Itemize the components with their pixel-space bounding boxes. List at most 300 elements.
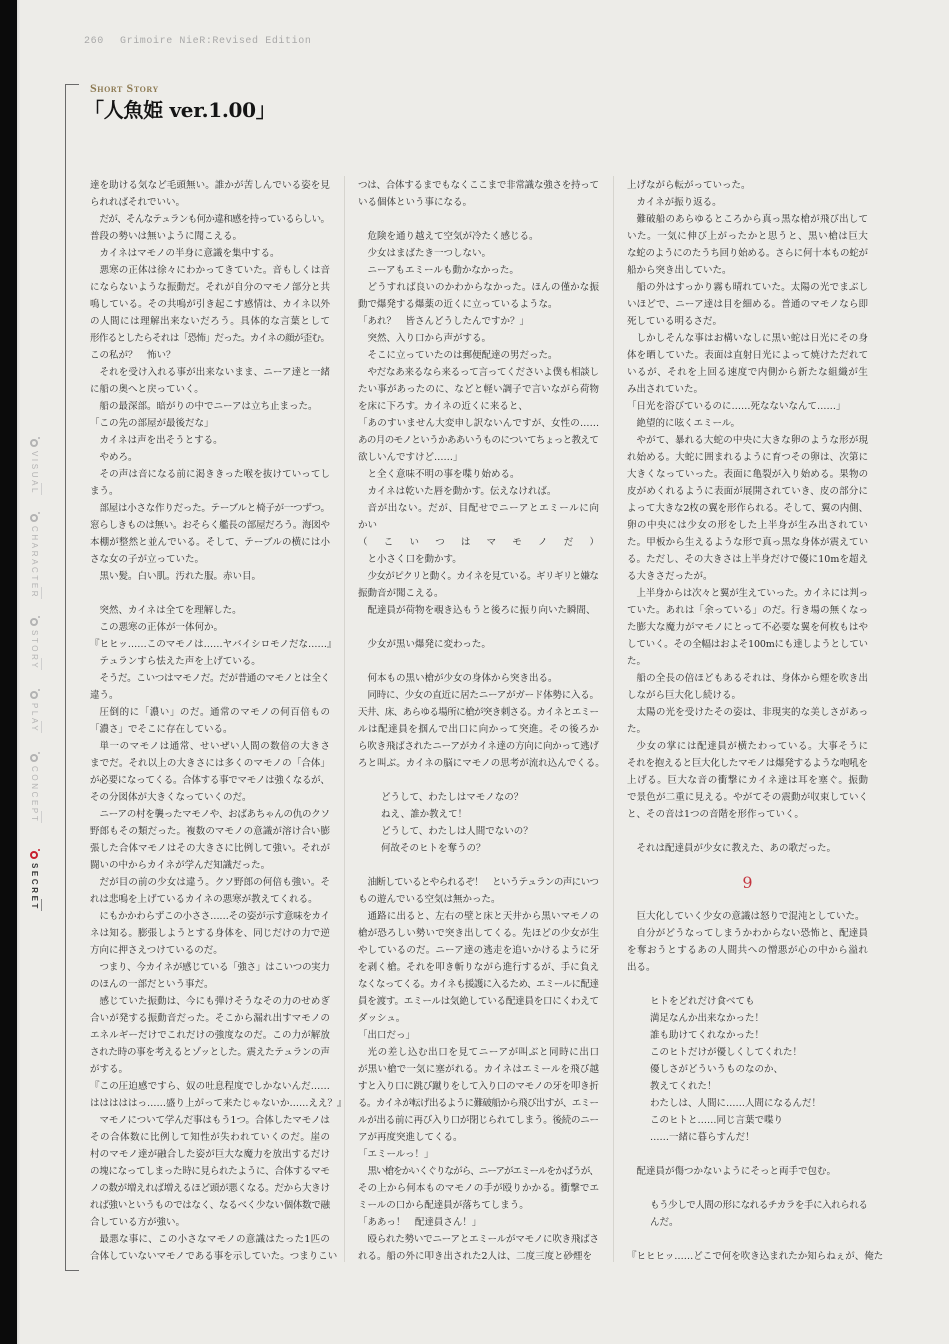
paragraph <box>90 211 330 245</box>
ring-dot-icon <box>30 691 38 699</box>
text-line: までだ。それ以上の大きさには多くのマモノの「合体」 <box>90 758 331 769</box>
text-line: を剥く槍。それを叩き斬りながら進行するが、手に負え <box>358 962 600 973</box>
text-line: 配達員が荷物を覗き込もうと後ろに振り向いた瞬間、 <box>367 605 596 616</box>
paragraph <box>90 993 330 1078</box>
paragraph <box>358 1027 599 1044</box>
text-line: れ始める。大蛇に囲まれるように育つその卵は、次第に <box>627 452 869 463</box>
text-line: の塊になってしまった時に見られたように、合体するマモ <box>90 1166 330 1177</box>
text-line: る。カイネが転げ出るように難破船から飛び出すが、エミー <box>358 1098 599 1109</box>
paragraph <box>358 364 599 415</box>
paragraph <box>358 670 599 687</box>
paragraph <box>358 1146 599 1163</box>
sidebar-item-visual <box>28 439 40 495</box>
page-binding-edge <box>0 0 17 1344</box>
text-line: と小さく口を動かす。 <box>367 554 462 565</box>
text-line: 「ああっ！ 配達員さん！」 <box>358 1217 482 1228</box>
text-line: 光の差し込む出口を見てニーアが叫ぶと同時に出口 <box>367 1047 600 1058</box>
paragraph <box>358 330 599 347</box>
verse-line: 誰も助けてくれなかった！ <box>650 1030 765 1041</box>
blank-line <box>627 976 868 993</box>
text-line: 張した合体マモノはその大きさに比例して強い。それが <box>90 843 331 854</box>
paragraph <box>627 415 868 432</box>
separator-tick <box>41 811 42 823</box>
text-line: 闘いの中からカイネが学んだ知識だった。 <box>90 860 271 871</box>
text-line: 「あのすいません大変申し訳ないんですが、女性の…… <box>358 418 600 429</box>
blank-line <box>358 857 599 874</box>
paragraph <box>627 330 868 398</box>
text-line: と、その音は1つの音階を形作っていく。 <box>627 809 804 820</box>
text-line: 感じていた振動は、今にも弾けそうなその力のせめぎ <box>99 996 331 1007</box>
text-line: いるが、それを上回る速度で内側から新たな組織が生 <box>627 367 869 378</box>
paragraph <box>90 432 330 449</box>
paragraph <box>90 245 330 262</box>
paragraph <box>627 704 868 738</box>
paragraph <box>358 279 599 313</box>
text-column-3 <box>627 177 884 1265</box>
text-line: な蛇のようにのたうち回り始める。さらに何十本もの蛇が <box>627 248 868 259</box>
text-line: たい事があったのに、などと軽い調子で言いながら荷物 <box>358 384 600 395</box>
text-line: る大きさだったが。 <box>627 571 713 582</box>
verse-line: 満足なんか出来なかった！ <box>650 1013 765 1024</box>
text-line: 船の外はすっかり霧も晴れていた。太陽の光でまぶし <box>636 282 869 293</box>
text-line: やしているのだ。ニーア達の逃走を追いかけるように牙 <box>358 945 600 956</box>
paragraph <box>90 636 337 653</box>
text-line: された時の事を考えるとゾッとした。震えたテュランの声 <box>90 1047 330 1058</box>
paragraph <box>90 1112 330 1231</box>
text-line: 方向に押さえつけているのだ。 <box>90 945 223 956</box>
text-line: 天井、床、あらゆる場所に槍が突き刺さる。カイネとエミー <box>358 707 599 718</box>
text-line: 最悪な事に、この小さなマモノの意識はたった1匹の <box>99 1234 331 1245</box>
text-line: その分図体が大きくなっていくのだ。 <box>90 792 252 803</box>
text-line: カイネは乾いた唇を動かす。伝えなければ。 <box>367 486 557 497</box>
ring-dot-icon <box>30 851 38 859</box>
text-line: 音が出ない。だが、目配せでニーアとエミールに向 <box>367 503 600 514</box>
paragraph <box>358 568 599 602</box>
text-line: やがて、暴れる大蛇の中央に大きな卵のような形が現 <box>636 435 869 446</box>
paragraph <box>358 874 599 908</box>
paragraph <box>90 1231 338 1265</box>
blank-line <box>358 653 599 670</box>
binding-shadow <box>17 0 20 1344</box>
text-line: 出る。 <box>627 962 656 973</box>
blank-line <box>627 891 868 908</box>
text-line: 「出口だっ」 <box>358 1030 416 1041</box>
paragraph <box>90 262 330 364</box>
separator-tick <box>41 721 42 733</box>
text-line: すと入り口に跳び蹴りをして入り口のマモノの牙を叩き折 <box>358 1081 599 1092</box>
text-line: それを受け入れる事が出来ないまま、ニーア達と一緒 <box>99 367 331 378</box>
paragraph <box>627 925 868 976</box>
text-line: た。 <box>627 724 647 735</box>
paragraph <box>358 1231 599 1265</box>
text-line: 『ヒヒッ……このマモノは……ヤバイシロモノだな……』 <box>90 639 337 650</box>
paragraph <box>627 1248 884 1265</box>
text-line: 合している方が強い。 <box>90 1217 186 1228</box>
text-line: 黒い槍をかいくぐりながら、ニーアがエミールをかばうが、 <box>367 1166 598 1177</box>
text-line: 突然、カイネは全てを理解した。 <box>99 605 242 616</box>
text-line: 本棚が整然と並んでいる。そして、テーブルの横には小 <box>90 537 331 548</box>
text-line: いほどで、ニーア達は目を細める。普通のマモノなら即 <box>627 299 869 310</box>
text-line: 大きくなっていった。表面に亀裂が入り始める。果物の <box>627 469 869 480</box>
story-title: 「人魚姫 ver.1.00」 <box>84 98 276 122</box>
text-line: していく。その全幅はおよそ100mにも達しようとしてい <box>627 639 868 650</box>
blank-line <box>358 211 599 228</box>
text-line: の人間には理解出来ないだろう。具体的な言葉として <box>90 316 331 327</box>
paragraph <box>627 177 868 194</box>
ring-dot-icon <box>30 439 38 447</box>
paragraph <box>358 1163 599 1214</box>
paragraph <box>90 670 330 704</box>
paragraph <box>358 466 599 483</box>
text-line: 欲しいんですけど……」 <box>358 452 463 463</box>
text-line: 少女はまばたき一つしない。 <box>367 248 492 259</box>
text-line: る。ただし、その大きさは上半身だけで優に10mを超え <box>627 554 869 565</box>
text-line: で景色が二重に見える。やがてその震動が収束していく <box>627 792 869 803</box>
text-line: カイネはマモノの半身に意識を集中する。 <box>99 248 280 259</box>
text-line: アが再度突進してくる。 <box>358 1132 463 1143</box>
text-line: 圧倒的に「濃い」のだ。通常のマモノの何百倍もの <box>99 707 331 718</box>
text-line: やだなあ来るなら来るって言ってくださいよ僕も相談し <box>367 367 599 378</box>
paragraph <box>358 1214 599 1231</box>
paragraph <box>90 959 330 993</box>
paragraph <box>90 704 330 738</box>
text-line: 動で爆発する爆薬の近くに立っているような。 <box>358 299 558 310</box>
spaced-line: （こいつはマモノだ） <box>358 537 616 548</box>
text-line: この私が？ 怖い？ <box>90 350 176 361</box>
text-line: あの月のモノというかああいうものについてちょっと教えて <box>358 435 599 446</box>
paragraph <box>90 602 330 619</box>
paragraph <box>627 840 868 857</box>
text-line: 油断しているとやられるぞ！ というテュランの声にいつ <box>367 877 599 888</box>
text-line: この悪寒の正体が一体何か。 <box>99 622 224 633</box>
text-line: 体を晒していた。表面は直射日光によって焼けただれて <box>627 350 869 361</box>
section-number: 9 <box>742 873 753 892</box>
text-line: れる。船の外に叩き出された2人は、二度三度と砂煙を <box>358 1251 593 1262</box>
paragraph <box>358 908 599 1027</box>
paragraph <box>90 568 330 585</box>
text-line: それを抱えると巨大化したマモノは爆発するような咆吼を <box>627 758 868 769</box>
text-line: 船の全長の倍ほどもあるそれは、身体から煙を吹き出 <box>636 673 869 684</box>
frame-rule-bottom-tick <box>65 1270 79 1271</box>
paragraph <box>90 449 330 466</box>
text-line: エネルギーだけでこれだけの強度なのだ。この力が解放 <box>90 1030 331 1041</box>
text-line: 皮がめくれるように表面が展開されていき、皮の部分に <box>627 486 869 497</box>
text-line: いた。一気に伸び上がったかと思うと、黒い槍は巨大 <box>627 231 869 242</box>
text-line: もの遊んでいる空気は無かった。 <box>358 894 501 905</box>
text-line: にもかかわらずこの小ささ……その姿が示す意味をカイ <box>99 911 330 922</box>
text-line: カイネは声を出そうとする。 <box>99 435 223 446</box>
verse-line: どうして、わたしはマモノなの？ <box>381 792 524 803</box>
ring-dot-icon <box>30 618 38 626</box>
text-line: 鳴している。その共鳴が引き起こす感情は、カイネ以外 <box>90 299 331 310</box>
text-line: 「この先の部屋が最後だな」 <box>90 418 214 429</box>
text-line: み出されていた。 <box>627 384 704 395</box>
text-line: のほんの一部だという事だ。 <box>90 979 214 990</box>
blank-line <box>90 585 330 602</box>
paragraph <box>358 347 599 364</box>
text-line: カイネが振り返る。 <box>636 197 722 208</box>
text-line: さな女の子が立っていた。 <box>90 554 205 565</box>
text-line: 「日光を浴びているのに……死なないなんて……」 <box>627 401 846 412</box>
verse-paragraph <box>627 1197 868 1231</box>
separator-tick <box>41 658 42 670</box>
text-line: その上から何本ものマモノの手が殴りかかる。衝撃でエ <box>358 1183 600 1194</box>
text-line: 合体していないマモノである事を示していた。つまりこい <box>90 1251 338 1262</box>
text-line: その合体数に比例して知性が失われていくのだ。崖の <box>90 1132 331 1143</box>
text-line: ニーアの村を襲ったマモノや、おばあちゃんの仇のクソ <box>99 809 330 820</box>
text-line: 野郎もその類だった。複数のマモノの意識が溶け合い膨 <box>90 826 331 837</box>
sidebar-item-label: SECRET <box>30 863 39 912</box>
text-line: がする。 <box>90 1064 129 1075</box>
paragraph <box>358 177 599 211</box>
text-line: が必要になってくる。合体する事でマモノは強くなるが、 <box>90 775 330 786</box>
text-line: 窓らしきものは無い。おそらく艦長の部屋だろう。海図や <box>90 520 330 531</box>
paragraph <box>627 670 868 704</box>
paragraph <box>627 738 868 823</box>
blank-line <box>627 1146 868 1163</box>
text-line: 同時に、少女の直近に居たニーアがガード体勢に入る。 <box>367 690 599 701</box>
verse-line: このヒトと……同じ言葉で喋り <box>650 1115 784 1126</box>
text-line: た膨大な魔力がマモノにとって不必要な翼を何枚もはや <box>627 622 869 633</box>
text-line: 自分がどうなってしまうかわからない恐怖と、配達員 <box>636 928 869 939</box>
text-line: ルが出る前に再び入り口が閉じられてしまう。後続のニー <box>358 1115 599 1126</box>
sidebar-item-label: STORY <box>30 630 39 671</box>
paragraph <box>358 245 599 262</box>
blank-line <box>358 619 599 636</box>
verse-line: 教えてくれた！ <box>650 1081 717 1092</box>
sidebar-item-secret <box>28 851 40 911</box>
text-line: その声は音になる前に渇ききった喉を抜けていってし <box>99 469 331 480</box>
paragraph <box>90 908 330 959</box>
text-line: 死している明るさだ。 <box>627 316 723 327</box>
paragraph <box>90 177 330 211</box>
text-line: つまり、今カイネが感じている「強さ」はこいつの実力 <box>99 962 330 973</box>
text-line: 難破船のあらゆるところから真っ黒な槍が飛び出して <box>636 214 869 225</box>
blank-line <box>627 823 868 840</box>
paragraph <box>358 1044 599 1146</box>
text-line: 危険を通り越えて空気が冷たく感じる。 <box>367 231 539 242</box>
text-line: んだ。 <box>650 1217 679 1228</box>
sidebar-item-label: VISUAL <box>30 451 39 496</box>
text-line: 形作るとしたらそれは「恐怖」だった。カイネの顔が歪む。 <box>90 333 330 344</box>
text-line: れは悲鳴を上げているカイネの悪寒が教えてくれる。 <box>90 894 318 905</box>
text-line: 悪寒の正体は徐々にわかってきていた。音もしくは音 <box>99 265 331 276</box>
paragraph <box>90 806 330 874</box>
text-line: それは配達員が少女に教えた、あの歌だった。 <box>636 843 837 854</box>
text-line: を奪おうとするあの人間共への憎悪が心の中から溢れ <box>627 945 869 956</box>
text-line: 員を渡す。エミールは気絶している配達員を口にくわえて <box>358 996 599 1007</box>
text-line: ろと叫ぶ。カイネの脳にマモノの思考が流れ込んでくる。 <box>358 758 605 769</box>
sidebar-item-concept <box>28 754 40 823</box>
text-line: 殴られた勢いでニーアとエミールがマモノに吹き飛ばさ <box>367 1234 599 1245</box>
blank-line <box>358 772 599 789</box>
blank-line <box>627 1231 868 1248</box>
text-line: 部屋は小さな作りだった。テーブルと椅子が一つずつ。 <box>99 503 330 514</box>
verse-line: わたしは、人間に……人間になるんだ！ <box>650 1098 822 1109</box>
text-line: 黒い髪。白い肌。汚れた服。赤い目。 <box>99 571 262 582</box>
paragraph <box>90 398 330 415</box>
text-line: もう少しで人間の形になれるチカラを手に入れられる <box>650 1200 868 1211</box>
text-line: だが目の前の少女は違う。クソ野郎の何倍も強い。そ <box>99 877 331 888</box>
verse <box>627 993 868 1146</box>
text-line: 「濃さ」でそこに存在している。 <box>90 724 233 735</box>
section-label: Short Story <box>90 81 159 95</box>
text-line: 卵の中央には少女の形をした上半身が生み出されてい <box>627 520 869 531</box>
paragraph <box>358 313 599 330</box>
text-line: かい <box>358 520 378 531</box>
text-line: 少女が黒い爆発に変わった。 <box>367 639 491 650</box>
verse-line: 優しさがどういうものなのか、 <box>650 1064 784 1075</box>
separator-tick <box>41 483 42 495</box>
sidebar-item-story <box>28 618 40 670</box>
paragraph <box>90 415 330 432</box>
text-line: そこに立っていたのは郵便配達の男だった。 <box>367 350 558 361</box>
paragraph <box>358 636 599 653</box>
text-line: 少女の掌には配達員が横たわっている。大事そうに <box>636 741 869 752</box>
verse-line: ヒトをどれだけ食べても <box>650 996 755 1007</box>
text-line: やめろ。 <box>99 452 138 463</box>
paragraph <box>627 398 868 415</box>
text-line: ミールの口から配達員が落ちてしまう。 <box>358 1200 529 1211</box>
text-line: 絶望的に呟くエミール。 <box>636 418 741 429</box>
text-line: 少女がピクリと動く。カイネを見ている。ギリギリと嫌な <box>367 571 599 582</box>
ring-dot-icon <box>30 754 38 762</box>
sidebar-item-label: CONCEPT <box>30 766 39 824</box>
paragraph <box>90 653 330 670</box>
text-line: に船の奥へと戻っていく。 <box>90 384 204 395</box>
page-number: 260 <box>84 36 104 47</box>
text-line: ノの数が増えれば増えるほど頭が悪くなる。だから大きけ <box>90 1183 330 1194</box>
book-title-running-head: Grimoire NieR:Revised Edition <box>120 36 312 47</box>
verse-line: このヒトだけが優しくしてくれた！ <box>650 1047 803 1058</box>
frame-rule-vertical <box>65 84 66 1271</box>
paragraph <box>90 364 330 398</box>
blank-line <box>627 857 868 874</box>
text-line: 村のマモノ達が融合した姿が巨大な魔力を放出するだけ <box>90 1149 331 1160</box>
text-line: だが、そんなテュランも何か違和感を持っているらしい。 <box>99 214 330 225</box>
text-line: そうだ。こいつはマモノだ。だが普通のマモノとは全く <box>99 673 330 684</box>
sidebar-item-character <box>28 514 40 599</box>
paragraph <box>90 738 330 806</box>
text-line: 巨大化していく少女の意識は怒りで混沌としていた。 <box>636 911 865 922</box>
text-line: 『この圧迫感ですら、奴の吐息程度でしかないんだ…… <box>90 1081 331 1092</box>
text-line: 太陽の光を受けたその姿は、非現実的な美しさがあっ <box>636 707 869 718</box>
paragraph <box>358 262 599 279</box>
text-line: 単一のマモノは通常、せいぜい人間の数倍の大きさ <box>99 741 331 752</box>
text-column-1 <box>90 177 347 1265</box>
verse-line: ……一緒に暮らすんだ！ <box>650 1132 755 1143</box>
text-line: ていた。あれは「余っている」のだ。行き場の無くなっ <box>627 605 869 616</box>
paragraph <box>627 908 868 925</box>
text-line: 違う。 <box>90 690 119 701</box>
text-line: 上半身からは次々と翼が生えていった。カイネには判っ <box>636 588 868 599</box>
text-line: つは、合体するまでもなくここまで非常識な強さを持って <box>358 180 599 191</box>
text-line: が黒い槍で一気に塞がれる。カイネはエミールを飛び越 <box>358 1064 600 1075</box>
text-line: にならないような振動だ。それが自分のマモノ部分と共 <box>90 282 331 293</box>
paragraph <box>90 466 330 500</box>
text-line: しかしそんな事はお構いなしに黒い蛇は日光にその身 <box>636 333 869 344</box>
sidebar-item-label: CHARACTER <box>30 526 39 600</box>
text-line: マモノについて学んだ事はもう1つ。合体したマモノは <box>99 1115 330 1126</box>
text-line: 配達員が傷つかないようにそっと両手で包む。 <box>636 1166 837 1177</box>
paragraph <box>627 211 868 279</box>
text-line: ニーアもエミールも動かなかった。 <box>367 265 519 276</box>
text-line: 上げながら転がっていった。 <box>627 180 751 191</box>
text-line: と全く意味不明の事を喋り始める。 <box>367 469 520 480</box>
ring-dot-icon <box>30 514 38 522</box>
sidebar-item-label: PLAY <box>30 703 39 734</box>
text-line: いる個体という事になる。 <box>358 197 473 208</box>
paragraph <box>90 874 330 908</box>
text-line: た。 <box>627 656 647 667</box>
paragraph <box>90 1078 347 1112</box>
paragraph <box>358 483 599 500</box>
text-line: どうすれば良いのかわからなかった。ほんの僅かな振 <box>367 282 600 293</box>
text-line: しながら巨大化し続ける。 <box>627 690 742 701</box>
blank-line <box>627 1180 868 1197</box>
text-line: 上げる。巨大な音の衝撃にカイネ達は耳を塞ぐ。振動 <box>627 775 869 786</box>
text-line: 合いが発する振動音だった。そこから漏れ出すマモノの <box>90 1013 331 1024</box>
paragraph <box>627 432 868 585</box>
separator-tick <box>41 899 42 911</box>
frame-rule-top-tick <box>65 84 79 85</box>
paragraph <box>627 279 868 330</box>
paragraph <box>358 602 599 619</box>
verse-line: 何故そのヒトを奪うの？ <box>381 843 486 854</box>
text-line: 突然、入り口から声がする。 <box>367 333 492 344</box>
verse <box>358 789 599 857</box>
text-line: 通路に出ると、左右の壁と床と天井から黒いマモノの <box>367 911 600 922</box>
paragraph <box>627 585 868 670</box>
text-line: 何本もの黒い槍が少女の身体から突き出る。 <box>367 673 558 684</box>
separator-tick <box>41 587 42 599</box>
text-line: 槍が恐ろしい勢いで突き出してくる。先ほどの少女が生 <box>358 928 600 939</box>
text-line: 達を助ける気など毛頭無い。誰かが苦しんでいる姿を見 <box>90 180 331 191</box>
paragraph <box>358 687 605 772</box>
text-line: ルは配達員を掴んで出口に向かって突進。その後ろか <box>358 724 600 735</box>
text-line: を床に下ろす。カイネの近くに来ると、 <box>358 401 528 412</box>
column-divider <box>613 176 614 1262</box>
paragraph <box>90 619 330 636</box>
text-line: 船から突き出していた。 <box>627 265 732 276</box>
text-line: はははははっ……盛り上がって来たじゃないか……ええ？』 <box>90 1098 347 1109</box>
text-column-2 <box>358 177 616 1265</box>
text-line: テュランすら怯えた声を上げている。 <box>99 656 261 667</box>
text-line: ら吹き飛ばされたニーアがカイネ達の方向に向かって逃げ <box>358 741 599 752</box>
verse-line: どうして、わたしは人間でないの？ <box>381 826 533 837</box>
text-line: ネは知る。膨張しようとする身体を、同じだけの力で逆 <box>90 928 331 939</box>
text-line: 「エミールっ！」 <box>358 1149 434 1160</box>
verse-line: ねえ、誰か教えて！ <box>381 809 468 820</box>
paragraph <box>627 194 868 211</box>
text-line: られればそれでいい。 <box>90 197 186 208</box>
paragraph <box>358 415 599 466</box>
sidebar-item-play <box>28 691 40 733</box>
paragraph <box>627 1163 868 1180</box>
text-line: なくなってくる。カイネも援護に入るため、エミールに配達 <box>358 979 599 990</box>
paragraph <box>358 500 599 534</box>
text-line: 船の最深部。暗がりの中でニーアは立ち止まった。 <box>99 401 318 412</box>
text-line: 「あれ？ 皆さんどうしたんですか？」 <box>358 316 530 327</box>
paragraph <box>358 551 599 568</box>
text-line: 『ヒヒヒッ……どこで何を吹き込まれたか知らねぇが、俺た <box>627 1251 884 1262</box>
text-line: よって大きな2枚の翼を形作られる。そして、翼の内側、 <box>627 503 869 514</box>
text-line: 振動音が聞こえる。 <box>358 588 444 599</box>
text-line: 普段の勢いは無いように聞こえる。 <box>90 231 243 242</box>
text-line: ダッシュ。 <box>358 1013 406 1024</box>
text-line: れば強いというものではなく、なるべく少ない個体数で融 <box>90 1200 330 1211</box>
paragraph <box>90 500 330 568</box>
